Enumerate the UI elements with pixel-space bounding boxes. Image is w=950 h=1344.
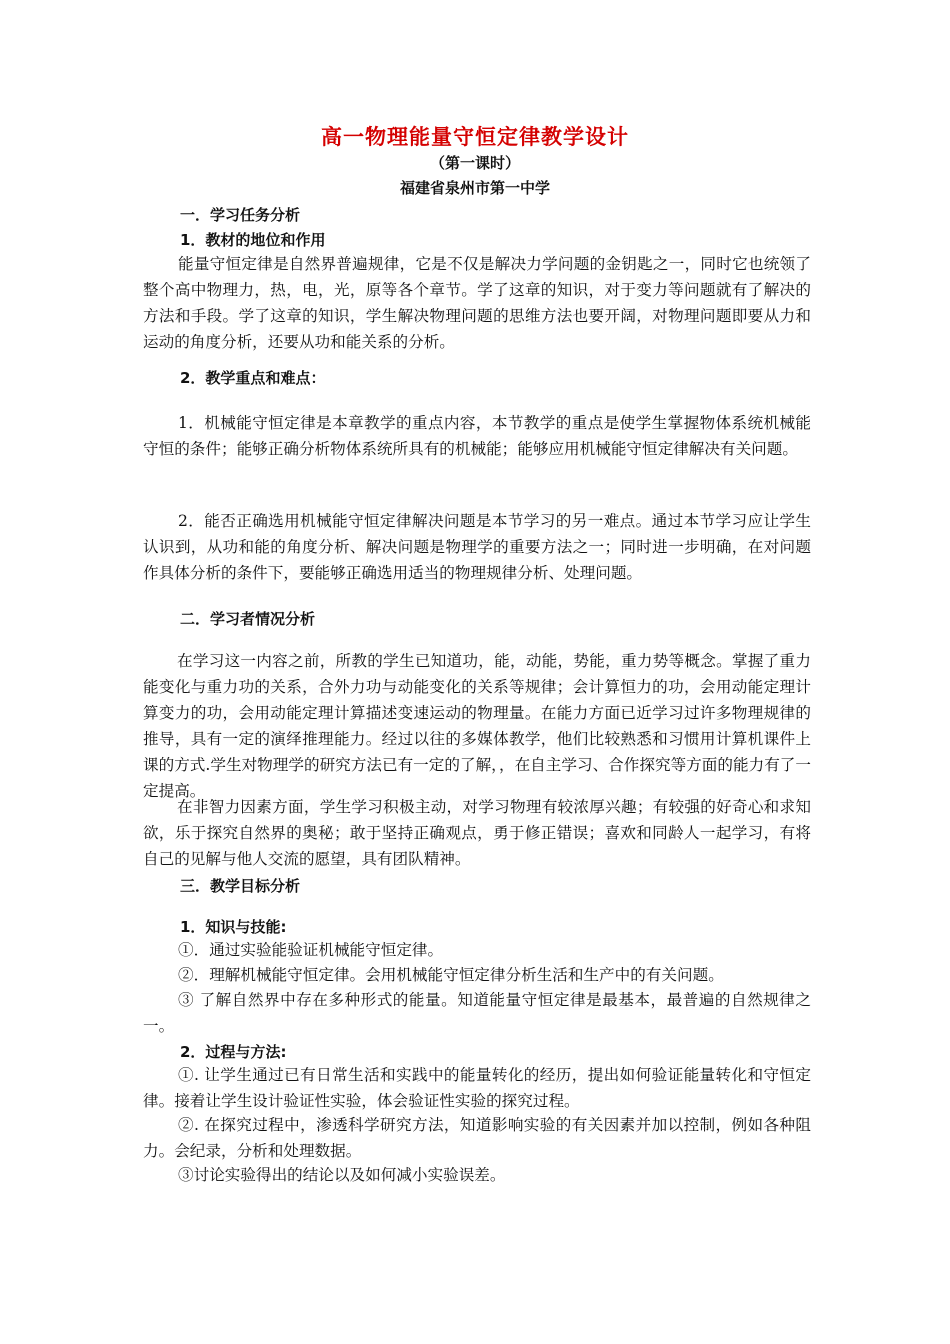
paragraph-learner-nonintellectual: 在非智力因素方面，学生学习积极主动，对学习物理有较浓厚兴趣；有较强的好奇心和求知欲，乐于探究自然界的奥秘；敢于坚持正确观点，勇于修正错误；喜欢和同龄人一起学习，有将自己的见解与他人交流的愿望，具有团队精神。	[143, 798, 811, 868]
subheading-process-methods: 2．过程与方法:	[180, 1043, 287, 1061]
list-item-knowledge-1: ①．通过实验能验证机械能守恒定律。	[178, 941, 444, 959]
list-item-process-1: ①. 让学生通过已有日常生活和实践中的能量转化的经历，提出如何验证能量转化和守恒定律。接着让学生设计验证性实验，体会验证性实验的探究过程。	[143, 1066, 811, 1110]
subheading-textbook-role: 1．教材的地位和作用	[180, 231, 326, 249]
document-subtitle: （第一课时）	[429, 154, 520, 172]
section-heading-learner-analysis: 二．学习者情况分析	[180, 610, 316, 628]
paragraph-key-point-1: 1．机械能守恒定律是本章教学的重点内容，本节教学的重点是使学生掌握物体系统机械能守恒的条件；能够正确分析物体系统所具有的机械能；能够应用机械能守恒定律解决有关问题。	[143, 414, 811, 458]
document-title: 高一物理能量守恒定律教学设计	[321, 125, 629, 149]
list-item-knowledge-2: ②．理解机械能守恒定律。会用机械能守恒定律分析生活和生产中的有关问题。	[178, 966, 724, 984]
list-item-process-3: ③讨论实验得出的结论以及如何减小实验误差。	[178, 1166, 506, 1184]
list-item-knowledge-3: ③ 了解自然界中存在多种形式的能量。知道能量守恒定律是最基本，最普遍的自然规律之一。	[143, 991, 811, 1035]
paragraph-key-point-2: 2．能否正确选用机械能守恒定律解决问题是本节学习的另一难点。通过本节学习应让学生认识到，从功和能的角度分析、解决问题是物理学的重要方法之一；同时进一步明确，在对问题作具体分析的条件下，要能够正确选用适当的物理规律分析、处理问题。	[143, 512, 811, 582]
subheading-knowledge-skills: 1．知识与技能:	[180, 918, 287, 936]
paragraph-learner-knowledge: 在学习这一内容之前，所教的学生已知道功，能，动能，势能，重力势等概念。掌握了重力能变化与重力功的关系，合外力功与动能变化的关系等规律；会计算恒力的功，会用动能定理计算变力的功，会用动能定理计算描述变速运动的物理量。在能力方面已近学习过许多物理规律的推导，具有一定的演绎推理能力。经过以往的多媒体教学，他们比较熟悉和习惯用计算机课件上课的方式.学生对物理学的研究方法已有一定的了解，，在自主学习、合作探究等方面的能力有了一定提高。	[143, 652, 811, 800]
section-heading-objectives: 三．教学目标分析	[180, 877, 301, 895]
section-heading-task-analysis: 一．学习任务分析	[180, 206, 301, 224]
paragraph-textbook-role: 能量守恒定律是自然界普遍规律，它是不仅是解决力学问题的金钥匙之一，同时它也统领了整个高中物理力，热，电，光，原等各个章节。学了这章的知识，对于变力等问题就有了解决的方法和手段。学了这章的知识，学生解决物理问题的思维方法也要开阔，对物理问题即要从力和运动的角度分析，还要从功和能关系的分析。	[143, 255, 811, 351]
list-item-process-2: ②. 在探究过程中，渗透科学研究方法，知道影响实验的有关因素并加以控制，例如各种阻力。会纪录，分析和处理数据。	[143, 1116, 811, 1160]
school-name: 福建省泉州市第一中学	[399, 179, 550, 197]
subheading-key-points: 2．教学重点和难点：	[180, 369, 326, 387]
